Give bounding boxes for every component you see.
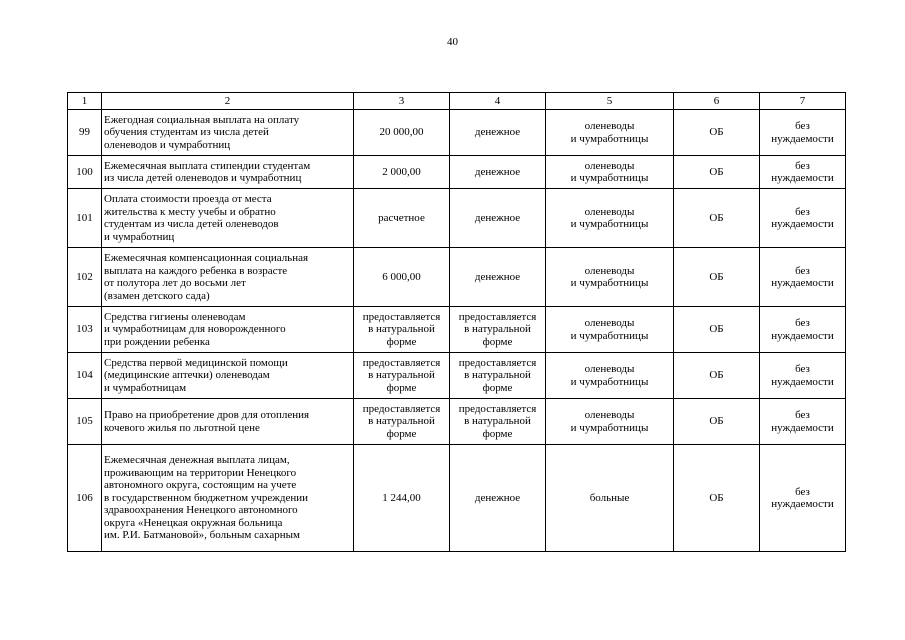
row-number-line: 102 xyxy=(76,270,93,283)
benefit-name-line: и чумработницам для новорожденного xyxy=(104,323,286,336)
need-criterion-line: без xyxy=(795,317,810,329)
benefit-amount xyxy=(354,399,450,445)
need-criterion xyxy=(760,156,846,189)
need-criterion xyxy=(760,353,846,399)
column-header: 3 xyxy=(354,93,450,110)
benefit-amount-line: предоставляется xyxy=(362,310,441,323)
benefit-amount xyxy=(354,307,450,353)
column-header: 7 xyxy=(760,93,846,110)
column-header: 1 xyxy=(68,93,102,110)
benefit-name-line: округа «Ненецкая окружная больница xyxy=(104,516,283,529)
need-criterion-line: нуждаемости xyxy=(771,498,834,510)
column-header: 2 xyxy=(102,93,354,110)
budget-source xyxy=(674,445,760,552)
benefit-form-line: денежное xyxy=(474,211,521,224)
column-header: 5 xyxy=(546,93,674,110)
benefit-form xyxy=(450,248,546,307)
row-number xyxy=(68,248,102,307)
benefit-amount-line: расчетное xyxy=(378,211,425,224)
row-number-line: 104 xyxy=(76,369,93,382)
benefit-name xyxy=(102,445,354,552)
benefit-recipients xyxy=(546,189,674,248)
benefit-name-line: Право на приобретение дров для отопления xyxy=(104,409,310,421)
benefit-form-line: предоставляется xyxy=(458,356,537,369)
budget-source-line: ОБ xyxy=(709,165,724,178)
benefit-recipients xyxy=(546,353,674,399)
benefit-recipients-line: оленеводы xyxy=(584,205,635,218)
need-criterion xyxy=(760,248,846,307)
need-criterion-line: без xyxy=(795,120,810,132)
benefit-name xyxy=(102,156,354,189)
benefit-name xyxy=(102,248,354,307)
budget-source xyxy=(674,399,760,445)
benefit-amount-line: 6 000,00 xyxy=(382,270,421,283)
column-header: 4 xyxy=(450,93,546,110)
budget-source xyxy=(674,307,760,353)
benefit-form xyxy=(450,353,546,399)
budget-source-line: ОБ xyxy=(709,126,724,139)
benefit-amount-line: 20 000,00 xyxy=(379,126,424,139)
budget-source-line: ОБ xyxy=(709,491,724,504)
benefit-name-line: и чумработниц xyxy=(104,230,175,243)
table-row xyxy=(68,110,846,156)
benefit-form xyxy=(450,189,546,248)
benefit-recipients-line: и чумработницы xyxy=(570,172,649,184)
table-row xyxy=(68,307,846,353)
benefit-name-line: (взамен детского сада) xyxy=(104,289,210,302)
table-row xyxy=(68,353,846,399)
benefit-recipients xyxy=(546,399,674,445)
benefit-recipients xyxy=(546,156,674,189)
benefit-form-line: денежное xyxy=(474,270,521,283)
benefit-recipients-line: и чумработницы xyxy=(570,421,649,434)
row-number-line: 105 xyxy=(76,415,93,428)
row-number-line: 106 xyxy=(76,491,93,504)
table-row xyxy=(68,156,846,189)
need-criterion-line: нуждаемости xyxy=(771,132,834,145)
benefit-amount-line: форме xyxy=(386,427,417,440)
budget-source-line: ОБ xyxy=(709,211,724,224)
need-criterion-line: без xyxy=(795,205,810,218)
benefit-recipients xyxy=(546,110,674,156)
benefit-name-line: Ежемесячная выплата стипендии студентам xyxy=(104,159,311,172)
benefit-recipients-line: и чумработницы xyxy=(570,375,649,388)
benefit-form-line: форме xyxy=(482,427,513,440)
need-criterion-line: нуждаемости xyxy=(771,375,834,388)
benefit-form-line: предоставляется xyxy=(458,310,537,323)
benefit-name-line: (медицинские аптечки) оленеводам xyxy=(104,369,270,382)
need-criterion-line: нуждаемости xyxy=(771,218,834,230)
benefit-recipients xyxy=(546,445,674,552)
benefit-form-line: в натуральной xyxy=(464,415,531,428)
benefit-form-line: в натуральной xyxy=(464,369,531,382)
benefit-name-line: жительства к месту учебы и обратно xyxy=(104,205,276,218)
page-number: 40 xyxy=(447,36,458,48)
benefit-form-line: денежное xyxy=(474,491,521,504)
row-number xyxy=(68,189,102,248)
need-criterion-line: без xyxy=(795,264,810,277)
benefit-form-line: форме xyxy=(482,381,513,394)
need-criterion-line: без xyxy=(795,363,810,375)
row-number-line: 101 xyxy=(76,211,93,224)
benefit-form xyxy=(450,399,546,445)
benefit-name-line: здравоохранения Ненецкого автономного xyxy=(104,504,298,517)
column-header: 6 xyxy=(674,93,760,110)
benefit-name xyxy=(102,189,354,248)
row-number xyxy=(68,110,102,156)
benefit-amount-line: в натуральной xyxy=(368,415,435,428)
row-number-line: 99 xyxy=(79,126,90,139)
benefit-amount-line: в натуральной xyxy=(368,369,435,382)
benefit-name-line: проживающим на территории Ненецкого xyxy=(104,466,297,479)
benefit-form xyxy=(450,307,546,353)
benefit-name xyxy=(102,399,354,445)
need-criterion xyxy=(760,189,846,248)
benefit-amount xyxy=(354,110,450,156)
benefit-recipients xyxy=(546,248,674,307)
benefit-name-line: при рождении ребенка xyxy=(104,335,210,348)
table-row xyxy=(68,248,846,307)
table-row xyxy=(68,189,846,248)
benefit-name-line: Средства первой медицинской помощи xyxy=(104,356,288,369)
benefit-name-line: автономного округа, состоящим на учете xyxy=(104,479,297,492)
table-body xyxy=(68,110,846,552)
benefit-recipients-line: оленеводы xyxy=(584,264,635,277)
budget-source xyxy=(674,110,760,156)
need-criterion xyxy=(760,307,846,353)
benefit-name-line: Оплата стоимости проезда от места xyxy=(104,193,272,205)
benefit-recipients xyxy=(546,307,674,353)
benefit-recipients-line: оленеводы xyxy=(584,409,635,421)
benefit-form xyxy=(450,110,546,156)
benefit-name-line: студентам из числа детей оленеводов xyxy=(104,218,279,230)
benefit-name-line: Ежегодная социальная выплата на оплату xyxy=(104,113,300,126)
benefit-amount-line: в натуральной xyxy=(368,323,435,336)
benefit-form-line: предоставляется xyxy=(458,402,537,415)
need-criterion-line: без xyxy=(795,485,810,498)
benefit-form-line: денежное xyxy=(474,126,521,139)
budget-source-line: ОБ xyxy=(709,369,724,382)
benefit-recipients-line: и чумработницы xyxy=(570,277,649,289)
benefit-form xyxy=(450,445,546,552)
benefit-amount xyxy=(354,353,450,399)
budget-source xyxy=(674,189,760,248)
benefit-amount-line: 2 000,00 xyxy=(382,165,421,178)
benefit-form-line: в натуральной xyxy=(464,323,531,336)
benefit-name xyxy=(102,307,354,353)
benefit-amount xyxy=(354,189,450,248)
need-criterion-line: нуждаемости xyxy=(771,172,834,184)
benefit-name-line: из числа детей оленеводов и чумработниц xyxy=(104,172,302,184)
benefit-amount xyxy=(354,248,450,307)
benefits-table xyxy=(67,92,846,552)
benefit-recipients-line: и чумработницы xyxy=(570,329,649,342)
row-number-line: 100 xyxy=(76,165,93,178)
benefit-form xyxy=(450,156,546,189)
need-criterion xyxy=(760,110,846,156)
budget-source-line: ОБ xyxy=(709,415,724,428)
benefit-name-line: кочевого жилья по льготной цене xyxy=(104,421,260,434)
benefit-recipients-line: оленеводы xyxy=(584,159,635,172)
benefit-recipients-line: и чумработницы xyxy=(570,132,649,145)
benefit-amount xyxy=(354,156,450,189)
budget-source xyxy=(674,156,760,189)
benefit-form-line: форме xyxy=(482,335,513,348)
benefit-name-line: от полутора лет до восьми лет xyxy=(104,277,246,289)
benefit-name-line: Ежемесячная денежная выплата лицам, xyxy=(104,454,290,467)
row-number xyxy=(68,156,102,189)
benefit-recipients-line: оленеводы xyxy=(584,317,635,329)
benefit-name xyxy=(102,353,354,399)
benefit-amount-line: форме xyxy=(386,381,417,394)
benefit-name xyxy=(102,110,354,156)
row-number xyxy=(68,399,102,445)
budget-source xyxy=(674,248,760,307)
benefit-recipients-line: оленеводы xyxy=(584,120,635,132)
row-number xyxy=(68,445,102,552)
table-row xyxy=(68,445,846,552)
benefit-name-line: в государственном бюджетном учреждении xyxy=(104,491,308,504)
budget-source-line: ОБ xyxy=(709,270,724,283)
benefit-form-line: денежное xyxy=(474,165,521,178)
row-number-line: 103 xyxy=(76,323,93,336)
benefit-name-line: оленеводов и чумработниц xyxy=(104,138,231,151)
benefit-recipients-line: больные xyxy=(589,491,630,504)
need-criterion-line: без xyxy=(795,409,810,421)
benefit-amount-line: 1 244,00 xyxy=(382,491,421,504)
benefit-amount-line: форме xyxy=(386,335,417,348)
budget-source xyxy=(674,353,760,399)
benefit-name-line: им. Р.И. Батмановой», больным сахарным xyxy=(104,529,300,542)
benefit-amount-line: предоставляется xyxy=(362,402,441,415)
need-criterion-line: нуждаемости xyxy=(771,277,834,289)
need-criterion-line: нуждаемости xyxy=(771,421,834,434)
benefit-name-line: Ежемесячная компенсационная социальная xyxy=(104,252,309,264)
benefit-amount-line: предоставляется xyxy=(362,356,441,369)
benefit-name-line: Средства гигиены оленеводам xyxy=(104,310,246,323)
budget-source-line: ОБ xyxy=(709,323,724,336)
benefit-amount xyxy=(354,445,450,552)
need-criterion-line: нуждаемости xyxy=(771,329,834,342)
row-number xyxy=(68,353,102,399)
row-number xyxy=(68,307,102,353)
benefit-name-line: и чумработницам xyxy=(104,381,187,394)
header-row xyxy=(68,93,846,110)
benefit-name-line: обучения студентам из числа детей xyxy=(104,126,269,139)
table-row xyxy=(68,399,846,445)
benefit-recipients-line: и чумработницы xyxy=(570,218,649,230)
need-criterion-line: без xyxy=(795,159,810,172)
need-criterion xyxy=(760,399,846,445)
benefit-recipients-line: оленеводы xyxy=(584,363,635,375)
need-criterion xyxy=(760,445,846,552)
benefit-name-line: выплата на каждого ребенка в возрасте xyxy=(104,264,288,277)
